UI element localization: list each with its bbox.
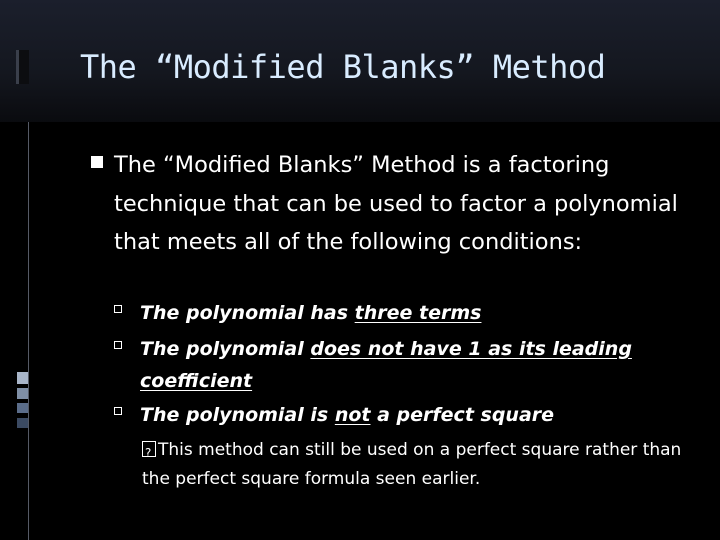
slide-title: The “Modified Blanks” Method [80,48,606,86]
condition-underlined: not [334,404,371,426]
condition-underlined: does not have 1 as its leading coefficient [140,338,632,392]
sub-note [142,436,702,494]
main-point: The “Modified Blanks” Method is a factoring technique that can be used to factor a polynomial that meets all of the following conditions: [114,152,678,255]
condition-prefix: The polynomial has [140,302,355,324]
condition-suffix: a perfect square [370,404,555,426]
condition-underlined: three terms [354,302,482,324]
square-bullet-icon [91,156,103,168]
condition-text [140,399,660,431]
missing-glyph-icon [142,441,156,457]
condition-prefix: The polynomial is [140,404,335,426]
condition-text [140,333,660,397]
condition-prefix: The polynomial [140,338,311,360]
sub-note-text: This method can still be used on a perfect square rather than the perfect square formula seen earlier. [142,440,682,489]
hollow-square-bullet-icon [114,305,122,313]
hollow-square-bullet-icon [114,407,122,415]
condition-text [140,297,660,329]
hollow-square-bullet-icon [114,341,122,349]
